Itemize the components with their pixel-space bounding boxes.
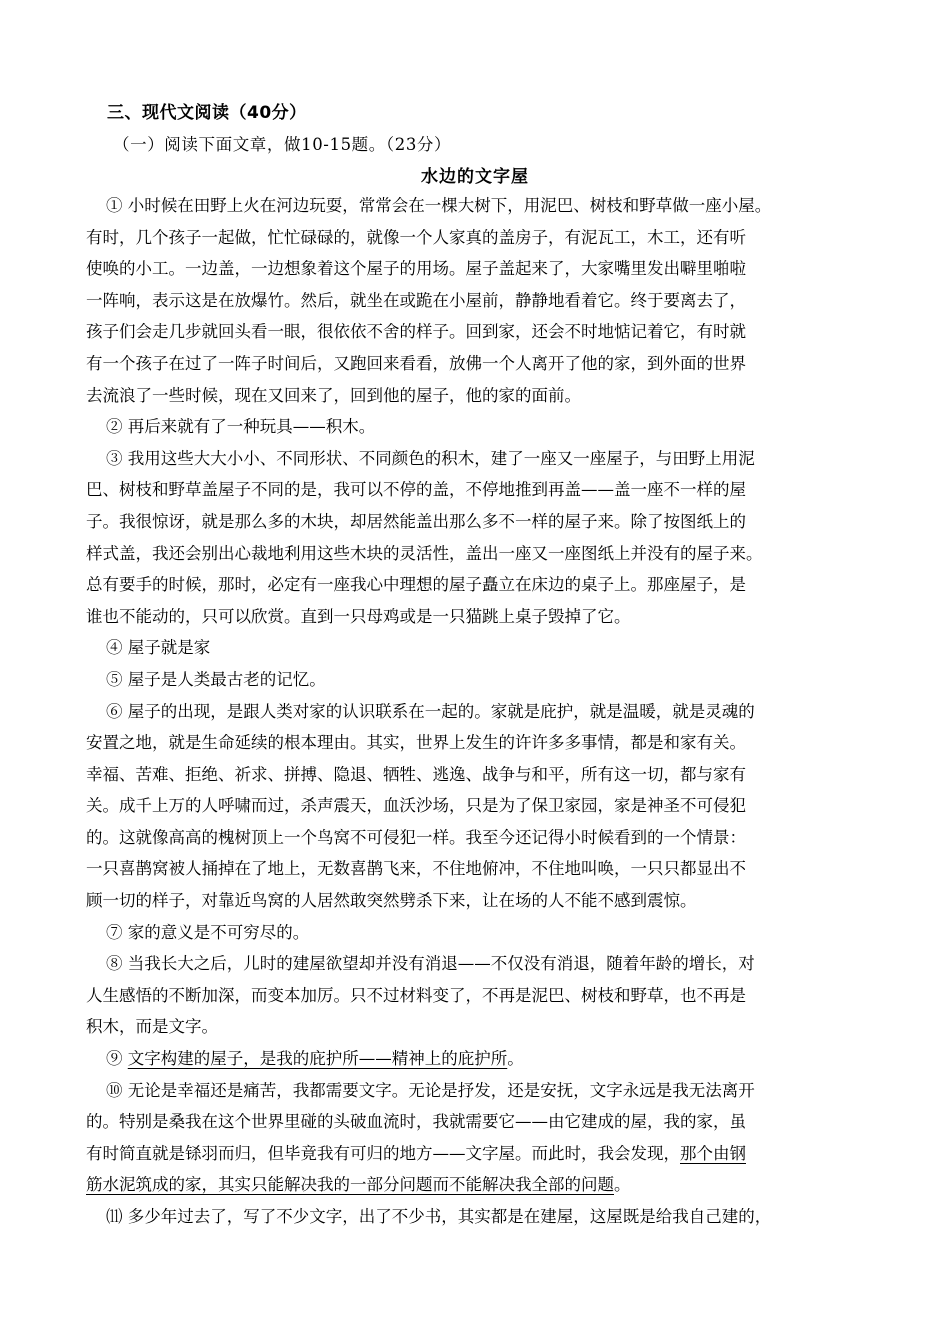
text-line: ② 再后来就有了一种玩具——积木。 <box>106 417 376 437</box>
p9-prefix: ⑨ <box>106 1049 128 1069</box>
text-line-p11: ⑾ 多少年过去了，写了不少文字，出了不少书，其实都是在建屋，这屋既是给我自己建的， <box>106 1207 772 1226</box>
text-line: 子。我很惊讶，就是那么多的木块，却居然能盖出那么多不一样的屋子来。除了按图纸上的 <box>86 511 746 531</box>
p9-suffix: 。 <box>507 1049 524 1069</box>
article-title: 水边的文字屋 <box>421 167 529 187</box>
text-line: 总有要手的时候，那时，必定有一座我心中理想的屋子矗立在床边的桌子上。那座屋子，是 <box>86 575 746 595</box>
text-line: 孩子们会走几步就回头看一眼，很依依不舍的样子。回到家，还会不时地惦记着它，有时就 <box>86 322 746 342</box>
text-line: 巴、树枝和野草盖屋子不同的是，我可以不停的盖，不停地推到再盖——盖一座不一样的屋 <box>86 480 746 500</box>
text-line: ⑤ 屋子是人类最古老的记忆。 <box>106 669 326 689</box>
text-line: ⑩ 无论是幸福还是痛苦，我都需要文字。无论是抒发，还是安抚，文字永远是我无法离开 <box>106 1080 755 1100</box>
text-line: 使唤的小工。一边盖，一边想象着这个屋子的用场。屋子盖起来了，大家嘴里发出噼里啪啦 <box>86 259 746 279</box>
text-line: 样式盖，我还会别出心裁地利用这些木块的灵活性，盖出一座又一座图纸上并没有的屋子来。 <box>86 543 763 563</box>
section-heading: 三、现代文阅读（40分） <box>107 103 307 123</box>
text-line-p10c <box>86 1138 868 1170</box>
text-line: ⑦ 家的意义是不可穷尽的。 <box>106 922 310 942</box>
article-lines <box>86 190 868 1043</box>
text-line: 的。特别是桑我在这个世界里碰的头破血流时，我就需要它——由它建成的屋，我的家，虽 <box>86 1112 746 1132</box>
text-line: 安置之地，就是生命延续的根本理由。其实，世界上发生的许许多多事情，都是和家有关。 <box>86 733 746 753</box>
underlined-sentence-end: 筋水泥筑成的家，其实只能解决我的一部分问题而不能解决我全部的问题 <box>86 1175 614 1195</box>
text-line: 有时，几个孩子一起做，忙忙碌碌的，就像一个人家真的盖房子，有泥瓦工，木工，还有听 <box>86 227 746 247</box>
text-line: 谁也不能动的，只可以欣赏。直到一只母鸡或是一只猫跳上桌子毁掉了它。 <box>86 606 631 626</box>
text-line-p10d <box>86 1169 868 1201</box>
text-line: ⑧ 当我长大之后，儿时的建屋欲望却并没有消退——不仅没有消退，随着年龄的增长，对 <box>106 954 755 974</box>
text-line: 一只喜鹊窝被人捅掉在了地上，无数喜鹊飞来，不住地俯冲，不住地叫唤，一只只都显出不 <box>86 859 746 879</box>
text-line-p9 <box>86 1043 868 1075</box>
article-body <box>86 190 868 1233</box>
underlined-sentence: 文字构建的屋子，是我的庇护所——精神上的庇护所 <box>127 1049 508 1069</box>
text-line: 幸福、苦难、拒绝、祈求、拼搏、隐退、牺牲、逃逸、战争与和平，所有这一切，都与家有 <box>86 764 746 784</box>
text-line: 一阵响，表示这是在放爆竹。然后，就坐在或跪在小屋前，静静地看着它。终于要离去了， <box>86 290 746 310</box>
text-line: ③ 我用这些大大小小、不同形状、不同颜色的积木，建了一座又一座屋子，与田野上用泥 <box>106 448 755 468</box>
text-line: ④ 屋子就是家 <box>106 638 211 658</box>
text-line: 积木，而是文字。 <box>86 1017 218 1037</box>
underlined-sentence-start: 那个由钢 <box>680 1143 746 1163</box>
text-line: 顾一切的样子，对靠近鸟窝的人居然敢突然劈杀下来，让在场的人不能不感到震惊。 <box>86 891 697 911</box>
text-line: ⑥ 屋子的出现，是跟人类对家的认识联系在一起的。家就是庇护，就是温暖，就是灵魂的 <box>106 701 755 721</box>
text-line: 去流浪了一些时候，现在又回来了，回到他的屋子，他的家的面前。 <box>86 385 581 405</box>
p10d-suffix: 。 <box>614 1175 631 1195</box>
text-line: 关。成千上万的人呼啸而过，杀声震天，血沃沙场，只是为了保卫家园，家是神圣不可侵犯 <box>86 796 746 816</box>
subsection-instruction: （一）阅读下面文章，做10-15题。（23分） <box>113 135 452 154</box>
p10c-plain: 有时简直就是铩羽而归，但毕竟我有可归的地方——文字屋。而此时，我会发现， <box>86 1143 680 1163</box>
text-line: 有一个孩子在过了一阵子时间后，又跑回来看看，放佛一个人离开了他的家，到外面的世界 <box>86 353 746 373</box>
text-line: 人生感悟的不断加深，而变本加厉。只不过材料变了，不再是泥巴、树枝和野草，也不再是 <box>86 985 746 1005</box>
text-line: ① 小时候在田野上火在河边玩耍，常常会在一棵大树下，用泥巴、树枝和野草做一座小屋。 <box>106 196 772 215</box>
text-line: 的。这就像高高的槐树顶上一个鸟窝不可侵犯一样。我至今还记得小时候看到的一个情景： <box>86 827 746 847</box>
article-lines-p10 <box>86 1075 868 1138</box>
